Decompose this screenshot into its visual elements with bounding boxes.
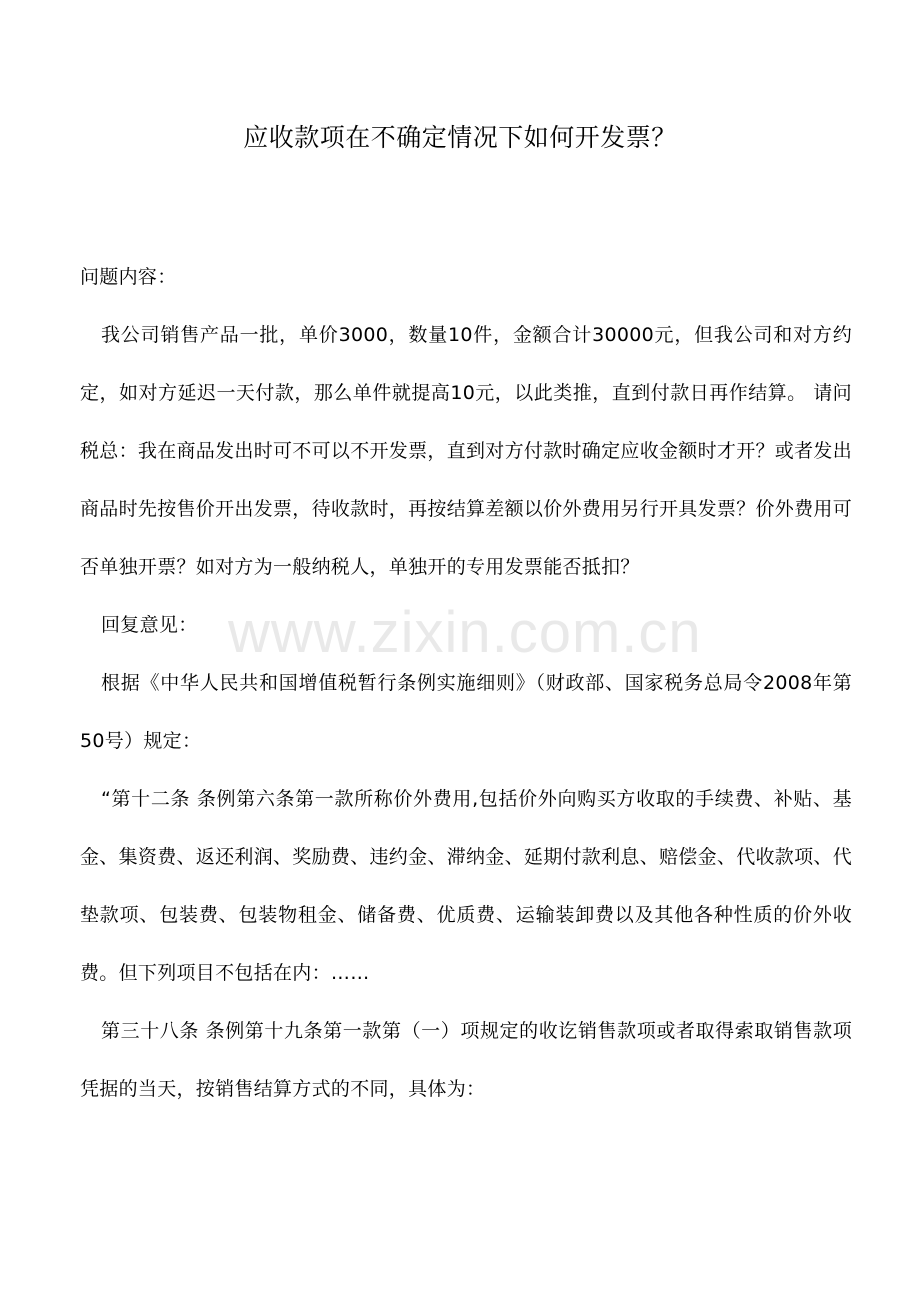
article-38-quote: 第三十八条 条例第十九条第一款第（一）项规定的收讫销售款项或者取得索取销售款项凭据的当天，按销售结算方式的不同，具体为： [80, 1020, 852, 1100]
watermark: www.zixin.com.cn [228, 600, 702, 665]
document-title: 应收款项在不确定情况下如何开发票？ [243, 123, 677, 152]
question-content: 我公司销售产品一批，单价3000，数量10件，金额合计30000元，但我公司和对方约定，如对方延迟一天付款，那么单件就提高10元，以此类推，直到付款日再作结算。 请问税总：我在商品发出时可不可以不开发票，直到对方付款时确定应收金额时才开？或者发出商品时先按售价开出发票，待收款时，再按结算差额以价外费用另行开具发票？价外费用可否单独开票？如对方为一般纳税人，单独开的专用发票能否抵扣？ [80, 324, 853, 578]
reply-basis: 根据《中华人民共和国增值税暂行条例实施细则》（财政部、国家税务总局令2008年第50号）规定： [80, 672, 852, 752]
article-12-quote: “第十二条 条例第六条第一款所称价外费用,包括价外向购买方收取的手续费、补贴、基金、集资费、返还利润、奖励费、违约金、滞纳金、延期付款利息、赔偿金、代收款项、代垫款项、包装费、包装物租金、储备费、优质费、运输装卸费以及其他各种性质的价外收费。但下列项目不包括在内：…… [80, 788, 853, 984]
question-heading: 问题内容： [80, 266, 177, 288]
document-body [80, 248, 852, 1118]
reply-heading: 回复意见： [101, 614, 198, 636]
